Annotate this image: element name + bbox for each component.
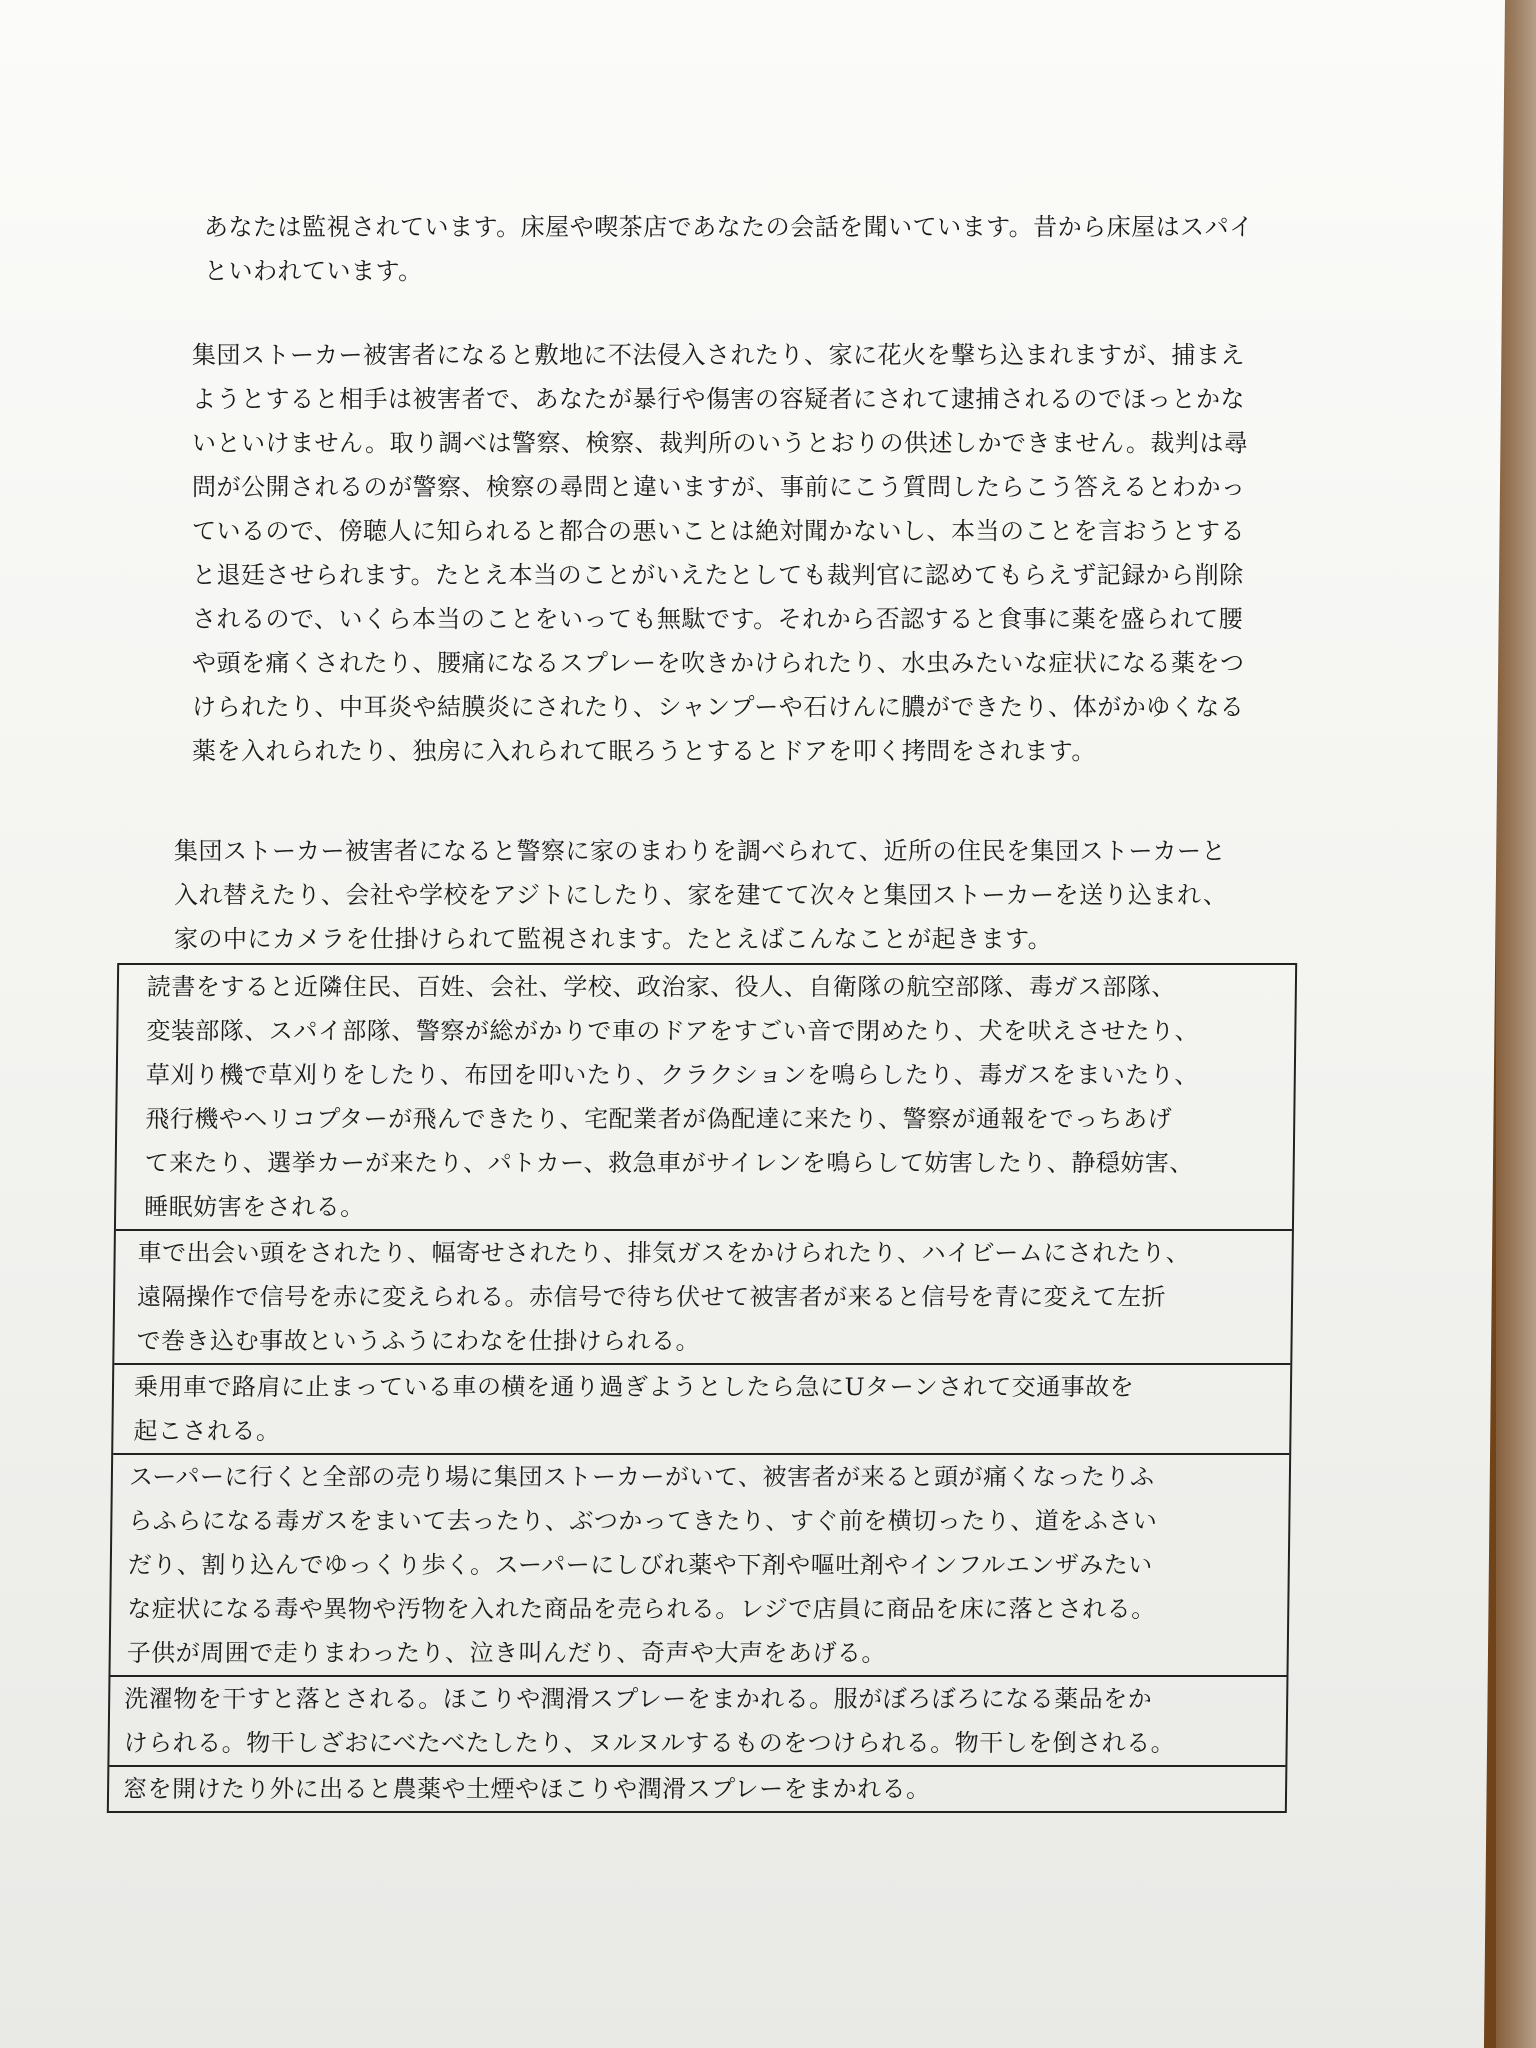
example-box-laundry: 洗濯物を干すと落とされる。ほこりや潤滑スプレーをまかれる。服がぼろぼろになる薬品をか けられる。物干しざおにべたべたしたり、ヌルヌルするものをつけられる。物干しを倒される。 bbox=[109, 1675, 1286, 1765]
paragraph-neighborhood: 集団ストーカー被害者になると警察に家のまわりを調べられて、近所の住民を集団ストーカーと 入れ替えたり、会社や学校をアジトにしたり、家を建てて次々と集団ストーカーを送り込まれ、 家の中にカメラを仕掛けられて監視されます。たとえばこんなことが起きます。 bbox=[174, 837, 1228, 953]
example-box-uturn: 乗用車で路肩に止まっている車の横を通り過ぎようとしたら急にUターンされて交通事故を 起こされる。 bbox=[113, 1363, 1290, 1453]
example-box-driving: 車で出会い頭をされたり、幅寄せされたり、排気ガスをかけられたり、ハイビームにされたり、 遠隔操作で信号を赤に変えられる。赤信号で待ち伏せて被害者が来ると信号を青に変えて左折 で巻き込む事故というふうにわなを仕掛けられる。 bbox=[114, 1229, 1292, 1363]
paper-edge bbox=[1496, 0, 1536, 2048]
examples-table bbox=[107, 963, 1297, 1813]
paragraph-trial: 集団ストーカー被害者になると敷地に不法侵入されたり、家に花火を撃ち込まれますが、捕まえ ようとすると相手は被害者で、あなたが暴行や傷害の容疑者にされて逮捕されるのでほっとかな いといけません。取り調べは警察、検察、裁判所のいうとおりの供述しかできません。裁判は尋 問が公開されるのが警察、検察の尋問と違いますが、事前にこう質問したらこう答えるとわかっ ているので、傍聴人に知られると都合の悪いことは絶対聞かないし、本当のことを言おうとする と退廷させられます。たとえ本当のことがいえたとしても裁判官に認めてもらえず記録から削除 されるので、いくら本当のことをいっても無駄です。それから否認すると食事に薬を盛られて腰 や頭を痛くされたり、腰痛になるスプレーを吹きかけられたり、水虫みたいな症状になる薬をつ けられたり、中耳炎や結膜炎にされたり、シャンプーや石けんに膿ができたり、体がかゆくなる 薬を入れられたり、独房に入れられて眠ろうとするとドアを叩く拷問をされます。 bbox=[192, 341, 1249, 765]
example-box-supermarket: スーパーに行くと全部の売り場に集団ストーカーがいて、被害者が来ると頭が痛くなったりふ らふらになる毒ガスをまいて去ったり、ぶつかってきたり、すぐ前を横切ったり、道をふさい だり、割り込んでゆっくり歩く。スーパーにしびれ薬や下剤や嘔吐剤やインフルエンザみたい な症状になる毒や異物や汚物を入れた商品を売られる。レジで店員に商品を床に落とされる。 子供が周囲で走りまわったり、泣き叫んだり、奇声や大声をあげる。 bbox=[110, 1453, 1289, 1675]
example-box-window: 窓を開けたり外に出ると農薬や土煙やほこりや潤滑スプレーをまかれる。 bbox=[109, 1765, 1286, 1811]
example-box-reading: 読書をすると近隣住民、百姓、会社、学校、政治家、役人、自衛隊の航空部隊、毒ガス部隊、 変装部隊、スパイ部隊、警察が総がかりで車のドアをすごい音で閉めたり、犬を吠えさせたり、 草刈り機で草刈りをしたり、布団を叩いたり、クラクションを鳴らしたり、毒ガスをまいたり、 飛行機やヘリコプターが飛んできたり、宅配業者が偽配達に来たり、警察が通報をでっちあげ て来たり、選挙カーが来たり、パトカー、救急車がサイレンを鳴らして妨害したり、静穏妨害、 睡眠妨害をされる。 bbox=[144, 973, 1200, 1221]
paragraph-surveillance: あなたは監視されています。床屋や喫茶店であなたの会話を聞いています。昔から床屋はスパイ といわれています。 bbox=[204, 213, 1254, 285]
document-body bbox=[122, 205, 1338, 1813]
